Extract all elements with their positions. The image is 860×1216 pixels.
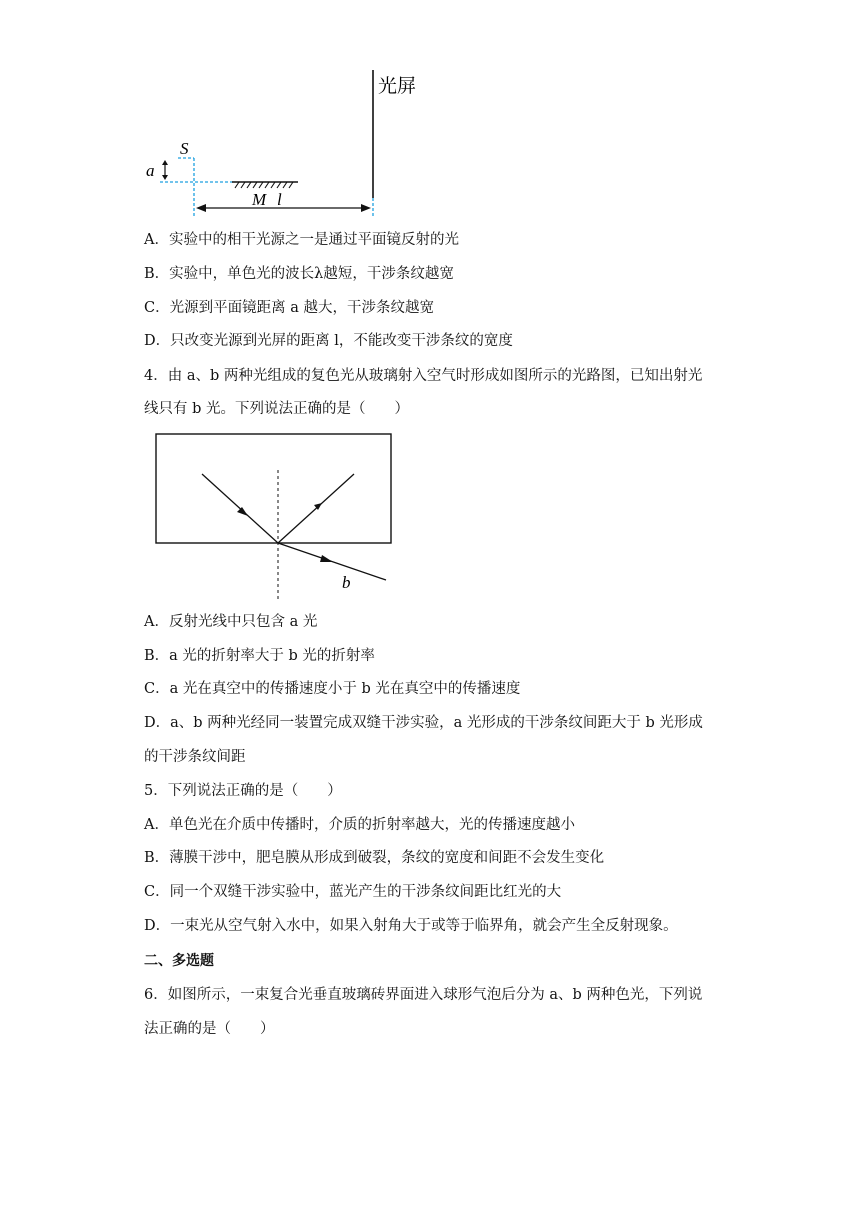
q4-option-b: B．a 光的折射率大于 b 光的折射率 (144, 648, 375, 664)
glass-block (156, 434, 391, 543)
q3-option-b: B．实验中，单色光的波长λ越短，干涉条纹越宽 (144, 266, 454, 282)
distance-a-arrowhead-down (162, 175, 168, 180)
distance-l-label: l (277, 190, 282, 209)
q5-stem: 5．下列说法正确的是（ ） (144, 783, 342, 799)
q4-stem-line1: 4．由 a、b 两种光组成的复色光从玻璃射入空气时形成如图所示的光路图，已知出射光 (144, 368, 703, 384)
q4-option-d-line1: D．a、b 两种光经同一装置完成双缝干涉实验，a 光形成的干涉条纹间距大于 b 光形成 (144, 715, 703, 731)
q4-stem-line2: 线只有 b 光。下列说法正确的是（ ） (144, 401, 409, 417)
refraction-figure (150, 428, 400, 608)
source-label: S (180, 139, 189, 158)
incident-arrowhead (237, 507, 248, 516)
q3-option-a: A．实验中的相干光源之一是通过平面镜反射的光 (144, 232, 459, 248)
distance-a-label: a (146, 161, 155, 180)
screen-label: 光屏 (378, 76, 417, 97)
q4-option-d-line2: 的干涉条纹间距 (144, 749, 246, 765)
q5-option-b: B．薄膜干涉中，肥皂膜从形成到破裂，条纹的宽度和间距不会发生变化 (144, 850, 605, 866)
q5-option-d: D．一束光从空气射入水中，如果入射角大于或等于临界角，就会产生全反射现象。 (144, 918, 678, 934)
distance-a-arrowhead-up (162, 160, 168, 165)
refracted-arrowhead (320, 555, 333, 562)
mirror-hatching (235, 182, 293, 188)
q6-stem-line1: 6．如图所示，一束复合光垂直玻璃砖界面进入球形气泡后分为 a、b 两种色光，下列说 (144, 987, 703, 1003)
q5-option-c: C．同一个双缝干涉实验中，蓝光产生的干涉条纹间距比红光的大 (144, 884, 562, 900)
q3-option-c: C．光源到平面镜距离 a 越大，干涉条纹越宽 (144, 300, 434, 316)
q6-stem-line2: 法正确的是（ ） (144, 1021, 275, 1037)
reflected-ray (278, 474, 354, 543)
distance-l-arrowhead-left (196, 204, 206, 212)
ray-b-label: b (342, 573, 351, 592)
q4-option-c: C．a 光在真空中的传播速度小于 b 光在真空中的传播速度 (144, 681, 521, 697)
incident-ray (202, 474, 278, 543)
distance-l-arrowhead-right (361, 204, 371, 212)
mirror-label: M (252, 190, 267, 209)
q4-option-a: A．反射光线中只包含 a 光 (144, 614, 318, 630)
q3-option-d: D．只改变光源到光屏的距离 l，不能改变干涉条纹的宽度 (144, 333, 513, 349)
q5-option-a: A．单色光在介质中传播时，介质的折射率越大，光的传播速度越小 (144, 817, 575, 833)
section-title-multiple-choice: 二、多选题 (144, 953, 214, 969)
lloyd-mirror-figure (140, 64, 440, 224)
